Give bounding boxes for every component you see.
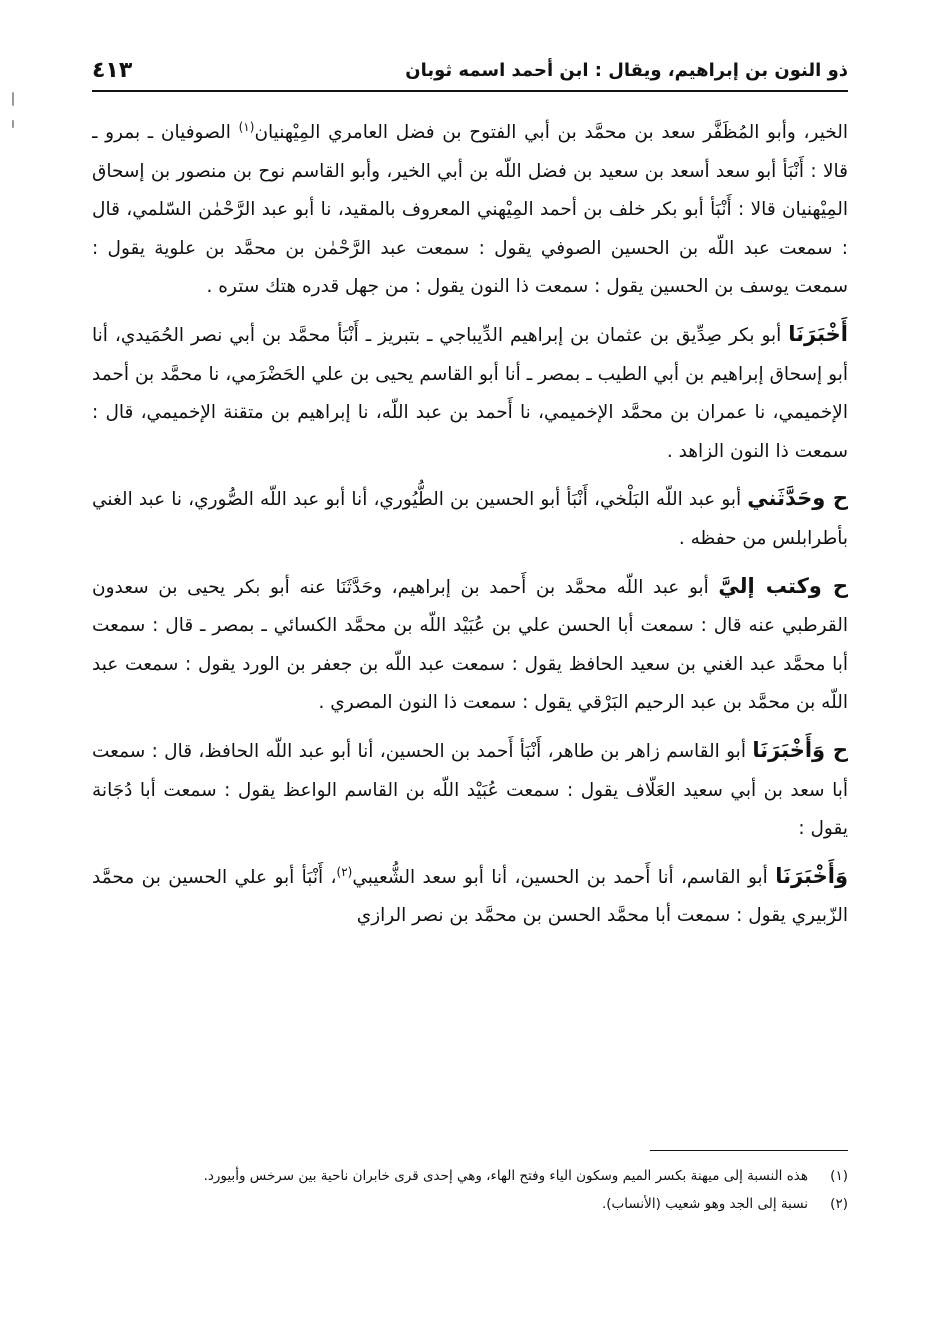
paragraph bbox=[92, 112, 848, 307]
paragraph-text: أبو القاسم، أنا أَحمد بن الحسين، أنا أبو سعد الشُّعيبي bbox=[352, 866, 776, 888]
paragraph bbox=[92, 857, 848, 936]
paragraph-lead: ح وحَدَّثَني bbox=[747, 486, 848, 511]
paragraph-lead: ح وكتب إليَّ bbox=[718, 573, 848, 598]
header-rule bbox=[92, 90, 848, 92]
paragraph-lead: وَأَخْبَرَنَا bbox=[775, 863, 848, 888]
paragraph-text: أبو عبد اللّه البَلْخي، أَنْبَأ أبو الحسين بن الطُّيُوري، أنا أبو عبد اللّه الصُّوري، نا عبد الغني بأطرابلس من حفظه . bbox=[92, 489, 848, 549]
paragraph-text: أبو القاسم زاهر بن طاهر، أَنْبَأ أَحمد بن الحسين، أنا أبو عبد اللّه الحافظ، قال : سمعت أبا سعد بن أبي سعيد العَلّاف يقول : سمعت عُبَيْد اللّه بن القاسم الواعظ يقول : سمعت أبا دُجَانة يقول : bbox=[92, 740, 848, 840]
footnote-separator bbox=[650, 1150, 848, 1151]
footnote-number: (١) bbox=[830, 1168, 848, 1184]
footnote-ref: (٢) bbox=[336, 864, 353, 879]
scan-margin-mark bbox=[12, 120, 14, 128]
paragraph bbox=[92, 567, 848, 723]
page-number: ٤١٣ bbox=[92, 58, 133, 83]
paragraph bbox=[92, 479, 848, 558]
paragraph bbox=[92, 315, 848, 471]
paragraph-text: أبو عبد اللّه محمَّد بن أَحمد بن إبراهيم، وحَدَّثَنَا عنه أبو بكر يحيى بن سعدون القرطبي عنه قال : سمعت أبا الحسن علي بن عُبَيْد اللّه بن محمَّد الكسائي ـ بمصر ـ قال : سمعت أبا محمَّد عبد الغني بن سعيد الحافظ يقول : سمعت عبد اللّه بن جعفر بن الورد يقول : سمعت عبد اللّه بن محمَّد بن عبد الرحيم البَرْقي يقول : سمعت ذا النون المصري . bbox=[92, 576, 848, 714]
footnote bbox=[92, 1190, 848, 1218]
scan-margin-mark bbox=[12, 92, 14, 106]
paragraph-text: الصوفيان ـ بمرو ـ قالا : أَنْبَأ أبو سعد أسعد بن سعيد بن فضل اللّه بن أبي الخير، وأبو القاسم نوح بن منصور بن إسحاق المِيْهنيان قالا : أَنْبَأ أبو بكر خلف بن أحمد المِيْهني المعروف بالمقيد، نا أبو عبد الرَّحْمٰن السّلمي، قال : سمعت عبد اللّه بن الحسين الصوفي يقول : سمعت عبد الرَّحْمٰن بن محمَّد بن علوية يقول : سمعت يوسف بن الحسين يقول : سمعت ذا النون يقول : من جهل قدره هتك ستره . bbox=[92, 122, 848, 298]
paragraph bbox=[92, 731, 848, 849]
footnote-number: (٢) bbox=[830, 1196, 848, 1212]
main-text bbox=[92, 112, 848, 1132]
footnote-ref: (١) bbox=[238, 119, 255, 134]
footnote bbox=[92, 1162, 848, 1190]
footnote-text: نسبة إلى الجد وهو شعيب (الأنساب). bbox=[601, 1196, 808, 1212]
paragraph-lead: أَخْبَرَنَا bbox=[788, 321, 848, 346]
paragraph-text: أبو بكر صِدِّيق بن عثمان بن إبراهيم الدِّيباجي ـ بتبريز ـ أَنْبَأ محمَّد بن أبي نصر الحُمَيدي، أنا أبو إسحاق إبراهيم بن أبي الطيب ـ بمصر ـ أنا أبو القاسم يحيى بن علي الحَضْرَمي، نا محمَّد بن أحمد الإخميمي، نا عمران بن محمَّد الإخميمي، نا أَحمد بن عبد اللّه، نا إبراهيم بن متقنة الإخميمي، قال : سمعت ذا النون الزاهد . bbox=[92, 324, 848, 462]
page-header bbox=[92, 58, 848, 92]
footnote-text: هذه النسبة إلى ميهنة بكسر الميم وسكون الياء وفتح الهاء، وهي إحدى قرى خابران ناحية بين سرخس وأبيورد. bbox=[203, 1168, 808, 1184]
paragraph-text: ، أَنْبَأ أبو علي الحسين بن محمَّد الزّبيري يقول : سمعت أبا محمَّد الحسن بن محمَّد بن نصر الرازي bbox=[92, 866, 848, 927]
paragraph-text: الخير، وأبو المُظَفَّر سعد بن محمَّد بن أبي الفتوح بن فضل العامري المِيْهنيان bbox=[254, 122, 848, 143]
paragraph-lead: ح وَأَخْبَرَنَا bbox=[752, 737, 848, 762]
running-title: ذو النون بن إبراهيم، ويقال : ابن أحمد اسمه ثوبان bbox=[405, 60, 848, 81]
footnotes bbox=[92, 1162, 848, 1218]
